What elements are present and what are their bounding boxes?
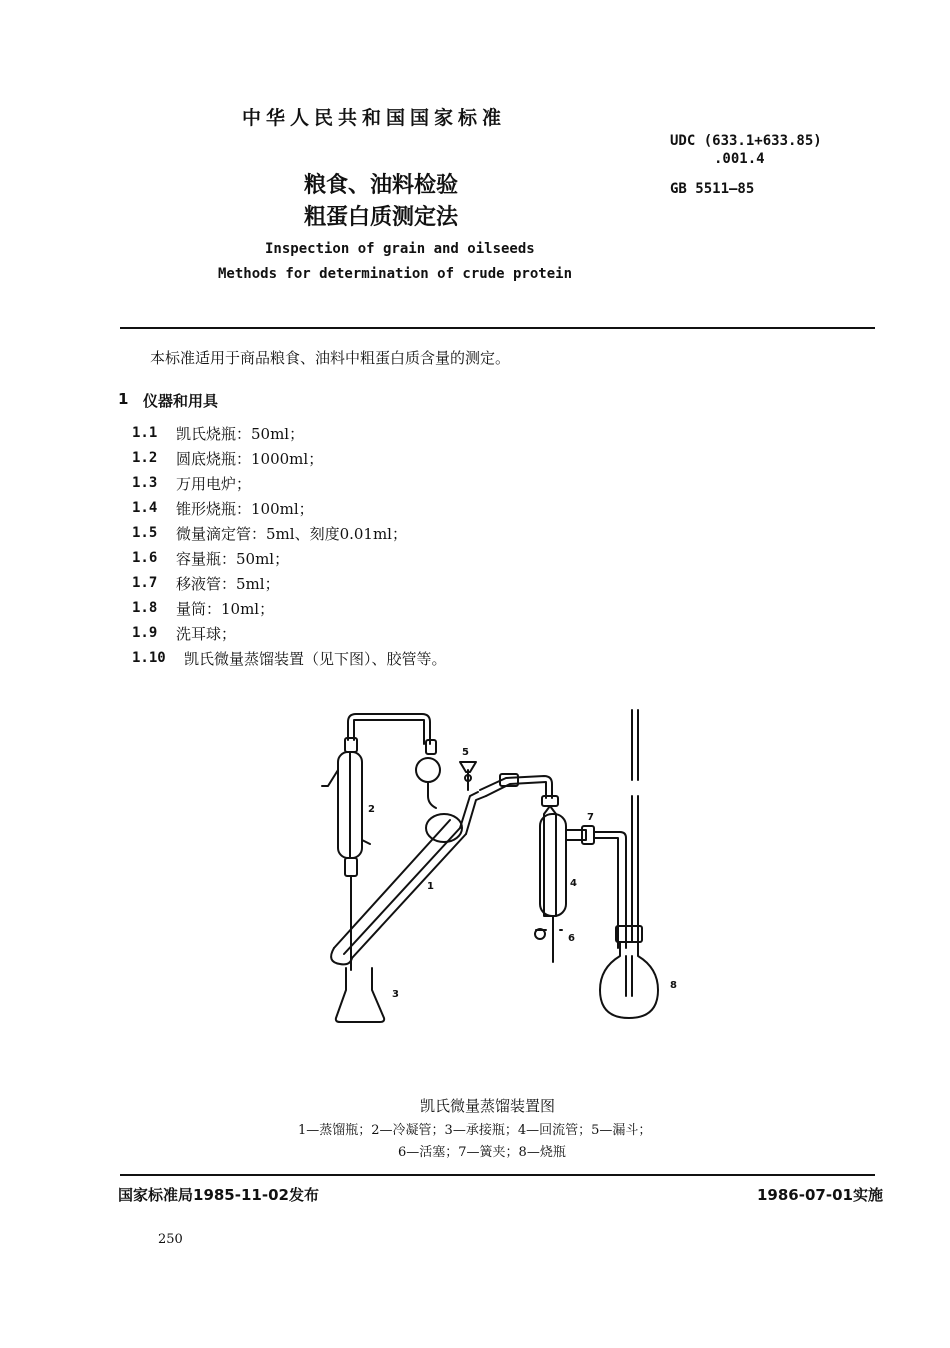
distillation-flask <box>331 792 486 964</box>
item-number: 1.7 <box>132 575 158 591</box>
udc-code-line1: UDC (633.1+633.85) <box>670 133 822 149</box>
item-text: 移液管：5ml； <box>176 575 280 593</box>
issue-date: 国家标准局1985-11-02发布 <box>118 1186 319 1204</box>
item-text: 微量滴定管：5ml、刻度0.01ml； <box>176 525 407 543</box>
item-text: 圆底烧瓶：1000ml； <box>176 450 324 468</box>
figure-legend-line2: 6—活塞；7—簧夹；8—烧瓶 <box>398 1145 566 1160</box>
item-number: 1.1 <box>132 425 158 441</box>
item-text: 凯氏烧瓶：50ml； <box>176 425 305 443</box>
part-label: 5 <box>462 747 469 758</box>
receiving-flask <box>336 968 384 1022</box>
item-number: 1.8 <box>132 600 158 616</box>
reflux-tube <box>535 796 566 962</box>
item-number: 1.3 <box>132 475 158 491</box>
issuing-authority: 中华人民共和国国家标准 <box>242 107 507 129</box>
part-label: 6 <box>568 933 575 944</box>
title-cn-line2: 粗蛋白质测定法 <box>304 205 459 230</box>
item-text: 万用电炉； <box>176 475 252 493</box>
steam-generator-flask <box>600 710 658 1018</box>
section-title: 仪器和用具 <box>143 392 219 410</box>
effective-date: 1986-07-01实施 <box>757 1186 883 1204</box>
title-en-line1: Inspection of grain and oilseeds <box>265 241 535 257</box>
connecting-tube <box>480 774 552 798</box>
udc-code-line2: .001.4 <box>714 151 765 167</box>
item-text: 锥形烧瓶：100ml； <box>176 500 314 518</box>
item-number: 1.5 <box>132 525 158 541</box>
item-number: 1.6 <box>132 550 158 566</box>
part-label: 8 <box>670 980 677 991</box>
item-number: 1.9 <box>132 625 158 641</box>
kjeldahl-apparatus-diagram <box>310 700 690 1030</box>
bottom-divider <box>120 1174 875 1176</box>
splash-bulb <box>416 740 462 842</box>
item-number: 1.2 <box>132 450 158 466</box>
section-number: 1 <box>118 390 129 408</box>
top-divider <box>120 327 875 329</box>
item-number: 1.4 <box>132 500 158 516</box>
scope-paragraph: 本标准适用于商品粮食、油料中粗蛋白质含量的测定。 <box>150 349 511 367</box>
item-number: 1.10 <box>132 650 166 666</box>
part-label: 7 <box>587 812 594 823</box>
funnel <box>460 762 476 790</box>
page-number: 250 <box>158 1232 183 1247</box>
part-label: 4 <box>570 878 577 889</box>
figure-legend-line1: 1—蒸馏瓶；2—冷凝管；3—承接瓶；4—回流管；5—漏斗； <box>298 1123 652 1138</box>
title-en-line2: Methods for determination of crude protein <box>218 266 573 282</box>
item-text: 洗耳球； <box>176 625 237 643</box>
gb-standard-code: GB 5511—85 <box>670 181 755 197</box>
item-text: 容量瓶：50ml； <box>176 550 290 568</box>
figure-caption: 凯氏微量蒸馏装置图 <box>420 1097 556 1115</box>
item-text: 凯氏微量蒸馏装置（见下图）、胶管等。 <box>184 650 447 668</box>
part-label: 1 <box>427 881 434 892</box>
part-label: 3 <box>392 989 399 1000</box>
part-label: 2 <box>368 804 375 815</box>
item-text: 量筒：10ml； <box>176 600 275 618</box>
title-cn-line1: 粮食、油料检验 <box>304 173 459 198</box>
